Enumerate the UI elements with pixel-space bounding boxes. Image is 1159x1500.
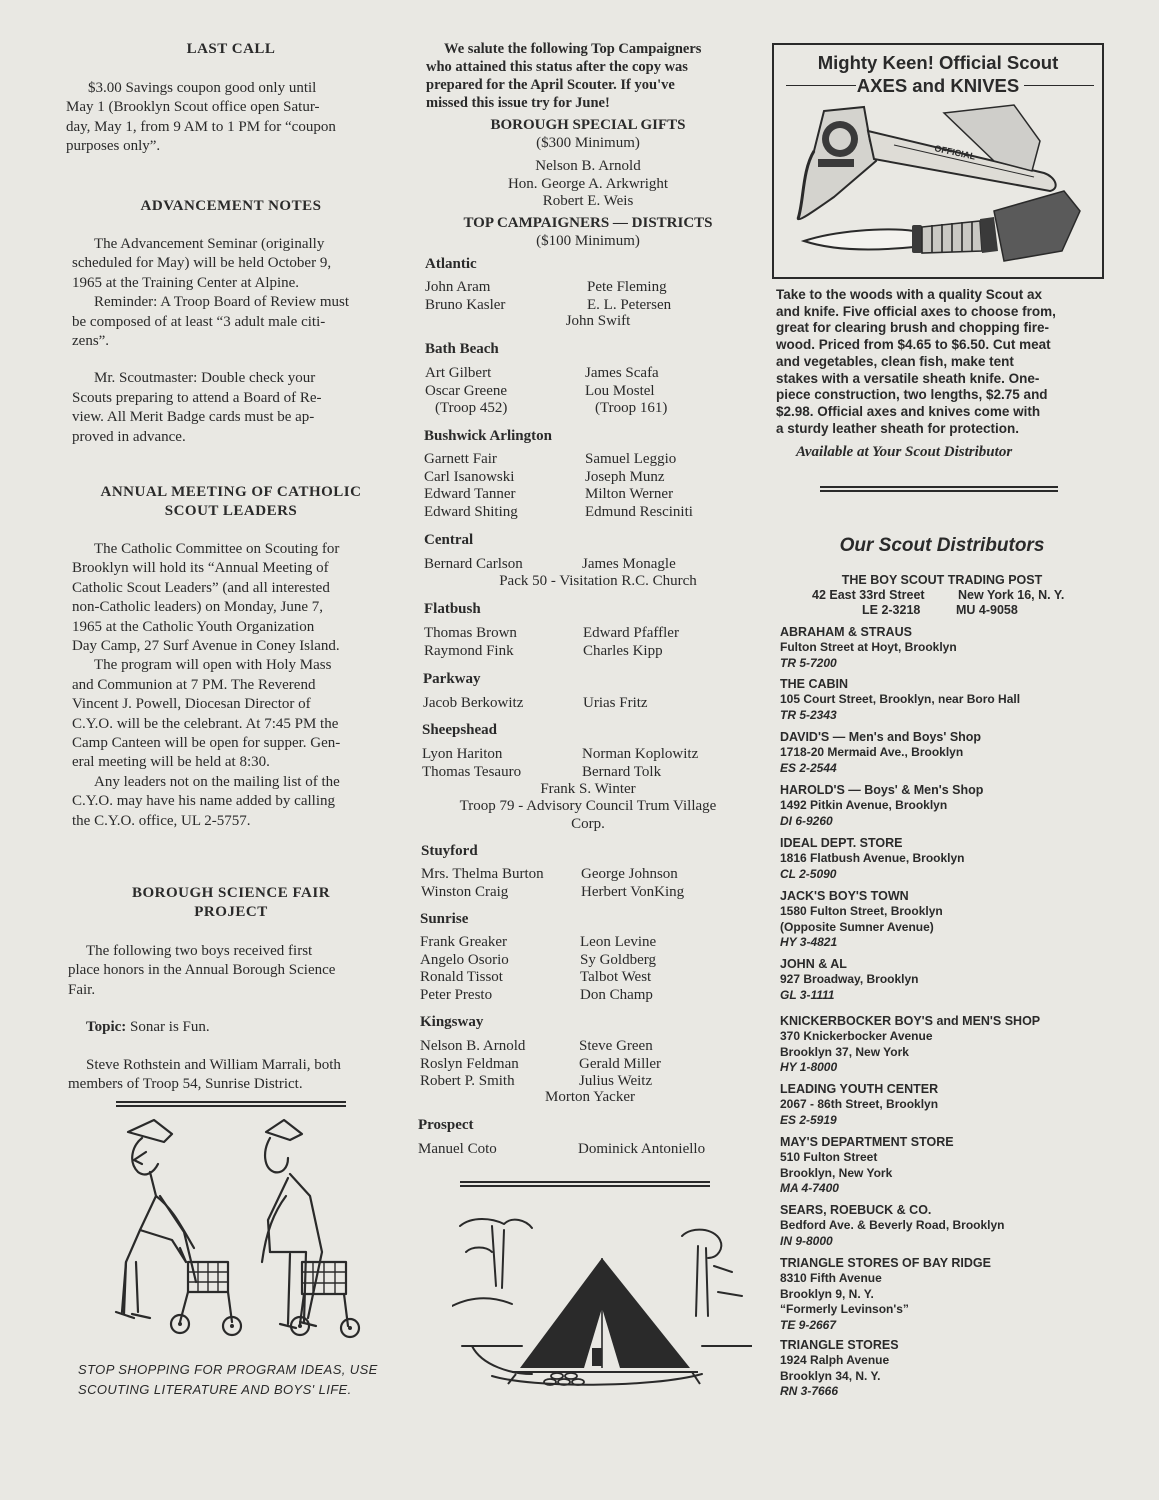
last-call-heading: LAST CALL bbox=[186, 41, 276, 57]
distributor-detail: GL 3-1111 bbox=[780, 987, 835, 1002]
distributor-detail: MA 4-7400 bbox=[780, 1181, 839, 1196]
distributor-detail: 370 Knickerbocker Avenue bbox=[780, 1029, 933, 1044]
text-line: The following two boys received first bbox=[86, 943, 313, 959]
ad-line: stakes with a versatile sheath knife. One- bbox=[776, 370, 1040, 386]
text-line: view. All Merit Badge cards must be ap- bbox=[72, 409, 315, 426]
name: Bernard Carlson bbox=[424, 556, 523, 572]
distributor-detail: 8310 Fifth Avenue bbox=[780, 1271, 882, 1286]
ad-tagline: Available at Your Scout Distributor bbox=[796, 444, 1013, 460]
name: Samuel Leggio bbox=[585, 451, 677, 467]
name: E. L. Petersen bbox=[587, 296, 672, 313]
name: James Scafa bbox=[585, 365, 659, 381]
text-line: Brooklyn will hold its “Annual Meeting of bbox=[72, 560, 329, 577]
name: Nelson B. Arnold bbox=[535, 158, 641, 174]
name: Herbert VonKing bbox=[581, 883, 685, 900]
distributor-name: TRIANGLE STORES bbox=[780, 1338, 899, 1352]
distributor-entry bbox=[780, 677, 1100, 723]
text-line: C.Y.O. will be the celebrant. At 7:45 PM the bbox=[72, 715, 339, 732]
ad-line: and vegetables, clean fish, make tent bbox=[776, 353, 1014, 369]
name: Sy Goldberg bbox=[580, 951, 656, 968]
distributor-name: JACK'S BOY'S TOWN bbox=[780, 889, 909, 903]
name: Carl Isanowski bbox=[424, 468, 515, 485]
text-line: C.Y.O. may have his name added by calling bbox=[72, 793, 335, 810]
divider bbox=[820, 486, 1058, 492]
distributor-detail: ES 2-5919 bbox=[780, 1112, 837, 1127]
text-line: place honors in the Annual Borough Science bbox=[68, 962, 336, 979]
name: Winston Craig bbox=[421, 883, 509, 900]
name: Norman Koplowitz bbox=[582, 746, 699, 762]
sheepshead-extra: Frank S. Winter bbox=[540, 781, 636, 797]
distributor-entry bbox=[780, 889, 1100, 951]
name: Edward Pfaffler bbox=[583, 625, 679, 641]
caption-line: STOP SHOPPING FOR PROGRAM IDEAS, USE bbox=[78, 1362, 378, 1377]
topic-label: Topic: bbox=[86, 1019, 127, 1036]
name: Edward Tanner bbox=[424, 486, 516, 502]
name: Bruno Kasler bbox=[425, 296, 506, 313]
ad-line: great for clearing brush and chopping fire- bbox=[776, 320, 1050, 336]
caption-line: SCOUTING LITERATURE AND BOYS' LIFE. bbox=[78, 1382, 352, 1397]
distributor-detail: Brooklyn 37, New York bbox=[780, 1044, 909, 1059]
tent-illustration bbox=[452, 1196, 752, 1396]
shopping-cartoon-illustration bbox=[76, 1112, 376, 1352]
axe-and-knife-illustration bbox=[794, 101, 1086, 271]
distributor-detail: “Formerly Levinson's” bbox=[780, 1302, 909, 1317]
distributor-detail: CL 2-5090 bbox=[780, 866, 837, 881]
text-line: members of Troop 54, Sunrise District. bbox=[68, 1076, 303, 1093]
distributor-detail: Bedford Ave. & Beverly Road, Brooklyn bbox=[780, 1218, 1005, 1233]
name: Garnett Fair bbox=[424, 451, 497, 467]
name: Manuel Coto bbox=[418, 1141, 497, 1157]
name: Julius Weitz bbox=[579, 1073, 653, 1089]
text-line: purposes only”. bbox=[66, 138, 161, 155]
advancement-text bbox=[72, 235, 394, 447]
district-prospect: Prospect bbox=[418, 1117, 474, 1133]
ad-title-line: Mighty Keen! Official Scout bbox=[817, 52, 1059, 73]
distributor-detail: 927 Broadway, Brooklyn bbox=[780, 972, 919, 987]
distributor-name: THE CABIN bbox=[780, 677, 849, 691]
name: Talbot West bbox=[580, 969, 652, 985]
distributor-name: DAVID'S — Men's and Boys' Shop bbox=[780, 730, 982, 744]
distributor-detail: ES 2-2544 bbox=[780, 760, 837, 775]
distributor-detail: 1924 Ralph Avenue bbox=[780, 1353, 890, 1368]
trading-post-phone: LE 2-3218 bbox=[862, 603, 921, 618]
text-line: Day Camp, 27 Surf Avenue in Coney Island. bbox=[72, 638, 340, 655]
ad-subtitle: AXES and KNIVES bbox=[856, 75, 1020, 96]
text-line: Scouts preparing to attend a Board of Re- bbox=[72, 389, 322, 406]
heading-line: BOROUGH SCIENCE FAIR bbox=[131, 885, 331, 901]
text-line: day, May 1, from 9 AM to 1 PM for “coupon bbox=[66, 118, 336, 135]
text-line: Fair. bbox=[68, 981, 96, 998]
text-line: We salute the following Top Campaigners bbox=[444, 41, 702, 57]
distributor-detail: 1580 Fulton Street, Brooklyn bbox=[780, 904, 943, 919]
trading-post-phone: MU 4-9058 bbox=[956, 603, 1018, 618]
name: Art Gilbert bbox=[425, 365, 492, 381]
text-line: $3.00 Savings coupon good only until bbox=[88, 80, 317, 96]
name: Ronald Tissot bbox=[420, 969, 503, 985]
name: John Aram bbox=[425, 279, 491, 295]
special-gifts-heading: BOROUGH SPECIAL GIFTS bbox=[490, 117, 686, 133]
name: Frank Greaker bbox=[420, 934, 508, 950]
district-central: Central bbox=[424, 532, 474, 548]
distributor-entry bbox=[780, 1338, 1100, 1400]
distributor-detail: HY 1-8000 bbox=[780, 1060, 838, 1075]
name: Oscar Greene bbox=[425, 382, 508, 399]
sheepshead-extra2: Troop 79 - Advisory Council Trum Village bbox=[459, 798, 717, 814]
name: Thomas Brown bbox=[424, 625, 517, 641]
distributor-detail: 1816 Flatbush Avenue, Brooklyn bbox=[780, 851, 965, 866]
name: Jacob Berkowitz bbox=[423, 695, 524, 711]
catholic-heading bbox=[66, 483, 396, 521]
axe-official-label: OFFICIAL bbox=[933, 143, 977, 162]
ad-line: $2.98. Official axes and knives come with bbox=[776, 403, 1041, 419]
campaigners-intro bbox=[426, 40, 758, 112]
distributor-detail: 510 Fulton Street bbox=[780, 1150, 878, 1165]
name: Lou Mostel bbox=[585, 382, 655, 399]
name: Nelson B. Arnold bbox=[420, 1038, 526, 1054]
name: Edward Shiting bbox=[424, 503, 518, 520]
ad-line: and knife. Five official axes to choose from, bbox=[776, 303, 1056, 319]
distributor-detail: 1718-20 Mermaid Ave., Brooklyn bbox=[780, 745, 964, 760]
cartoon-caption bbox=[78, 1360, 398, 1400]
text-line: the C.Y.O. office, UL 2-5757. bbox=[72, 812, 251, 829]
distributor-name: JOHN & AL bbox=[780, 957, 847, 971]
ad-body bbox=[776, 287, 1108, 437]
distributor-detail: 2067 - 86th Street, Brooklyn bbox=[780, 1097, 939, 1112]
distributor-detail: (Opposite Sumner Avenue) bbox=[780, 919, 934, 934]
text-line: Mr. Scoutmaster: Double check your bbox=[94, 370, 316, 387]
name: Charles Kipp bbox=[583, 642, 663, 659]
text-line: Vincent J. Powell, Diocesan Director of bbox=[72, 696, 311, 713]
district-sheepshead: Sheepshead bbox=[422, 722, 498, 738]
text-line: Any leaders not on the mailing list of the bbox=[94, 773, 340, 790]
distributor-detail: 1492 Pitkin Avenue, Brooklyn bbox=[780, 798, 948, 813]
distributor-entry bbox=[780, 1014, 1100, 1076]
special-gifts-names bbox=[418, 158, 758, 211]
text-line: zens”. bbox=[72, 333, 110, 350]
name: Lyon Hariton bbox=[422, 746, 503, 762]
name: Milton Werner bbox=[585, 486, 674, 502]
distributor-entry bbox=[780, 1256, 1100, 1333]
name: (Troop 452) bbox=[435, 400, 508, 416]
name: Don Champ bbox=[580, 986, 653, 1003]
text-line: Steve Rothstein and William Marrali, both bbox=[86, 1056, 341, 1073]
distributor-name: TRIANGLE STORES OF BAY RIDGE bbox=[780, 1256, 991, 1270]
name: Robert P. Smith bbox=[420, 1073, 515, 1089]
distributor-detail: TE 9-2667 bbox=[780, 1317, 837, 1332]
distributor-entry bbox=[780, 1082, 1100, 1128]
distributor-detail: IN 9-8000 bbox=[780, 1233, 833, 1248]
trading-post-address: 42 East 33rd Street bbox=[812, 588, 925, 603]
name: James Monagle bbox=[582, 556, 676, 572]
trading-post bbox=[772, 573, 1112, 618]
text-line: non-Catholic leaders) on Monday, June 7, bbox=[72, 599, 324, 616]
distributor-name: ABRAHAM & STRAUS bbox=[780, 625, 912, 639]
name: Urias Fritz bbox=[583, 695, 648, 711]
central-extra: Pack 50 - Visitation R.C. Church bbox=[499, 573, 697, 589]
distributor-detail: HY 3-4821 bbox=[780, 935, 838, 950]
district-bushwick-arlington: Bushwick Arlington bbox=[424, 428, 552, 444]
heading-line: SCOUT LEADERS bbox=[164, 503, 298, 519]
text-line: missed this issue try for June! bbox=[426, 95, 610, 111]
advancement-heading: ADVANCEMENT NOTES bbox=[140, 198, 322, 214]
name: Leon Levine bbox=[580, 934, 657, 950]
text-line: The program will open with Holy Mass bbox=[94, 657, 332, 674]
distributor-entry bbox=[780, 625, 1100, 671]
name: Robert E. Weis bbox=[542, 193, 634, 209]
ad-line: piece construction, two lengths, $2.75 and bbox=[776, 387, 1048, 403]
distributor-name: KNICKERBOCKER BOY'S and MEN'S SHOP bbox=[780, 1014, 1041, 1028]
name: Hon. George A. Arkwright bbox=[507, 175, 669, 192]
district-stuyford: Stuyford bbox=[421, 843, 478, 859]
text-line: 1965 at the Training Center at Alpine. bbox=[72, 274, 300, 291]
trading-post-city: New York 16, N. Y. bbox=[958, 588, 1065, 603]
ad-title bbox=[774, 51, 1102, 74]
distributor-entry bbox=[780, 783, 1100, 829]
name: Joseph Munz bbox=[585, 468, 665, 485]
divider bbox=[460, 1181, 710, 1187]
ad-line: a sturdy leather sheath for protection. bbox=[776, 420, 1020, 436]
name: Roslyn Feldman bbox=[420, 1055, 519, 1072]
sheepshead-extra3: Corp. bbox=[571, 816, 605, 832]
atlantic-extra: John Swift bbox=[565, 313, 631, 329]
district-kingsway: Kingsway bbox=[420, 1014, 484, 1030]
ad-line: Take to the woods with a quality Scout ax bbox=[776, 287, 1043, 302]
name: Edmund Resciniti bbox=[585, 503, 693, 520]
name: Gerald Miller bbox=[579, 1055, 662, 1072]
districts-minimum: ($100 Minimum) bbox=[536, 233, 640, 249]
science-fair-text bbox=[68, 942, 394, 1094]
ad-line: wood. Priced from $4.65 to $6.50. Cut meat bbox=[776, 337, 1051, 353]
distributor-detail: TR 5-2343 bbox=[780, 707, 837, 722]
distributor-name: LEADING YOUTH CENTER bbox=[780, 1082, 939, 1096]
district-parkway: Parkway bbox=[423, 671, 481, 687]
distributor-detail: Brooklyn 9, N. Y. bbox=[780, 1286, 874, 1301]
heading-line: ANNUAL MEETING OF CATHOLIC bbox=[100, 484, 362, 500]
name: Peter Presto bbox=[420, 986, 493, 1003]
distributor-detail: RN 3-7666 bbox=[780, 1384, 839, 1399]
special-gifts-minimum: ($300 Minimum) bbox=[536, 135, 640, 151]
catholic-text bbox=[72, 540, 394, 831]
distributor-name: SEARS, ROEBUCK & CO. bbox=[780, 1203, 932, 1217]
distributor-entry bbox=[780, 1135, 1100, 1197]
district-bath-beach: Bath Beach bbox=[425, 341, 499, 357]
trading-post-name: THE BOY SCOUT TRADING POST bbox=[841, 573, 1043, 587]
distributor-detail: Brooklyn 34, N. Y. bbox=[780, 1368, 881, 1383]
text-line: eral meeting will be held at 8:30. bbox=[72, 754, 270, 771]
district-flatbush: Flatbush bbox=[424, 601, 481, 617]
kingsway-extra: Morton Yacker bbox=[545, 1089, 635, 1105]
distributor-detail: DI 6-9260 bbox=[780, 813, 833, 828]
text-line: prepared for the April Scouter. If you've bbox=[426, 77, 675, 93]
distributor-entry bbox=[780, 836, 1100, 882]
text-line: scheduled for May) will be held October 9, bbox=[72, 255, 332, 272]
distributor-entry bbox=[780, 957, 1100, 1003]
name: Raymond Fink bbox=[424, 642, 514, 659]
distributor-entry bbox=[780, 730, 1100, 776]
text-line: and Communion at 7 PM. The Reverend bbox=[72, 676, 316, 693]
text-line: Reminder: A Troop Board of Review must bbox=[94, 294, 349, 311]
distributor-detail: 105 Court Street, Brooklyn, near Boro Hall bbox=[780, 692, 1021, 707]
text-line: May 1 (Brooklyn Scout office open Satur- bbox=[66, 99, 320, 116]
text-line: who attained this status after the copy was bbox=[426, 59, 688, 75]
name: Steve Green bbox=[579, 1038, 653, 1054]
text-line: The Advancement Seminar (originally bbox=[94, 236, 325, 252]
district-sunrise: Sunrise bbox=[420, 911, 469, 927]
distributor-name: IDEAL DEPT. STORE bbox=[780, 836, 903, 850]
divider bbox=[116, 1101, 346, 1107]
distributors-heading: Our Scout Distributors bbox=[839, 535, 1045, 556]
text-line: Catholic Scout Leaders” (and all interested bbox=[72, 579, 330, 596]
axes-knives-ad bbox=[772, 43, 1104, 279]
heading-line: PROJECT bbox=[194, 904, 268, 920]
name: Pete Fleming bbox=[587, 279, 667, 295]
name: Dominick Antoniello bbox=[578, 1141, 706, 1157]
science-fair-heading bbox=[66, 884, 396, 922]
name: Bernard Tolk bbox=[582, 763, 662, 780]
text-line: be composed of at least “3 adult male citi- bbox=[72, 313, 326, 330]
distributor-detail: TR 5-7200 bbox=[780, 655, 837, 670]
text-line: Camp Canteen will be open for supper. Gen- bbox=[72, 735, 341, 752]
name: Mrs. Thelma Burton bbox=[421, 866, 544, 882]
last-call-text bbox=[66, 79, 396, 157]
name: George Johnson bbox=[581, 866, 678, 882]
distributor-entry bbox=[780, 1203, 1100, 1249]
districts-heading: TOP CAMPAIGNERS — DISTRICTS bbox=[463, 215, 713, 231]
distributor-name: MAY'S DEPARTMENT STORE bbox=[780, 1135, 954, 1149]
text-line: The Catholic Committee on Scouting for bbox=[94, 541, 340, 557]
topic-value: Sonar is Fun. bbox=[130, 1019, 210, 1036]
name: (Troop 161) bbox=[595, 400, 668, 416]
distributor-detail: Brooklyn, New York bbox=[780, 1165, 893, 1180]
text-line: 1965 at the Catholic Youth Organization bbox=[72, 618, 315, 635]
text-line: proved in advance. bbox=[72, 428, 186, 445]
name: Angelo Osorio bbox=[420, 951, 509, 968]
district-atlantic: Atlantic bbox=[425, 256, 477, 272]
distributor-name: HAROLD'S — Boys' & Men's Shop bbox=[780, 783, 984, 797]
name: Thomas Tesauro bbox=[422, 763, 522, 780]
distributor-detail: Fulton Street at Hoyt, Brooklyn bbox=[780, 640, 957, 655]
